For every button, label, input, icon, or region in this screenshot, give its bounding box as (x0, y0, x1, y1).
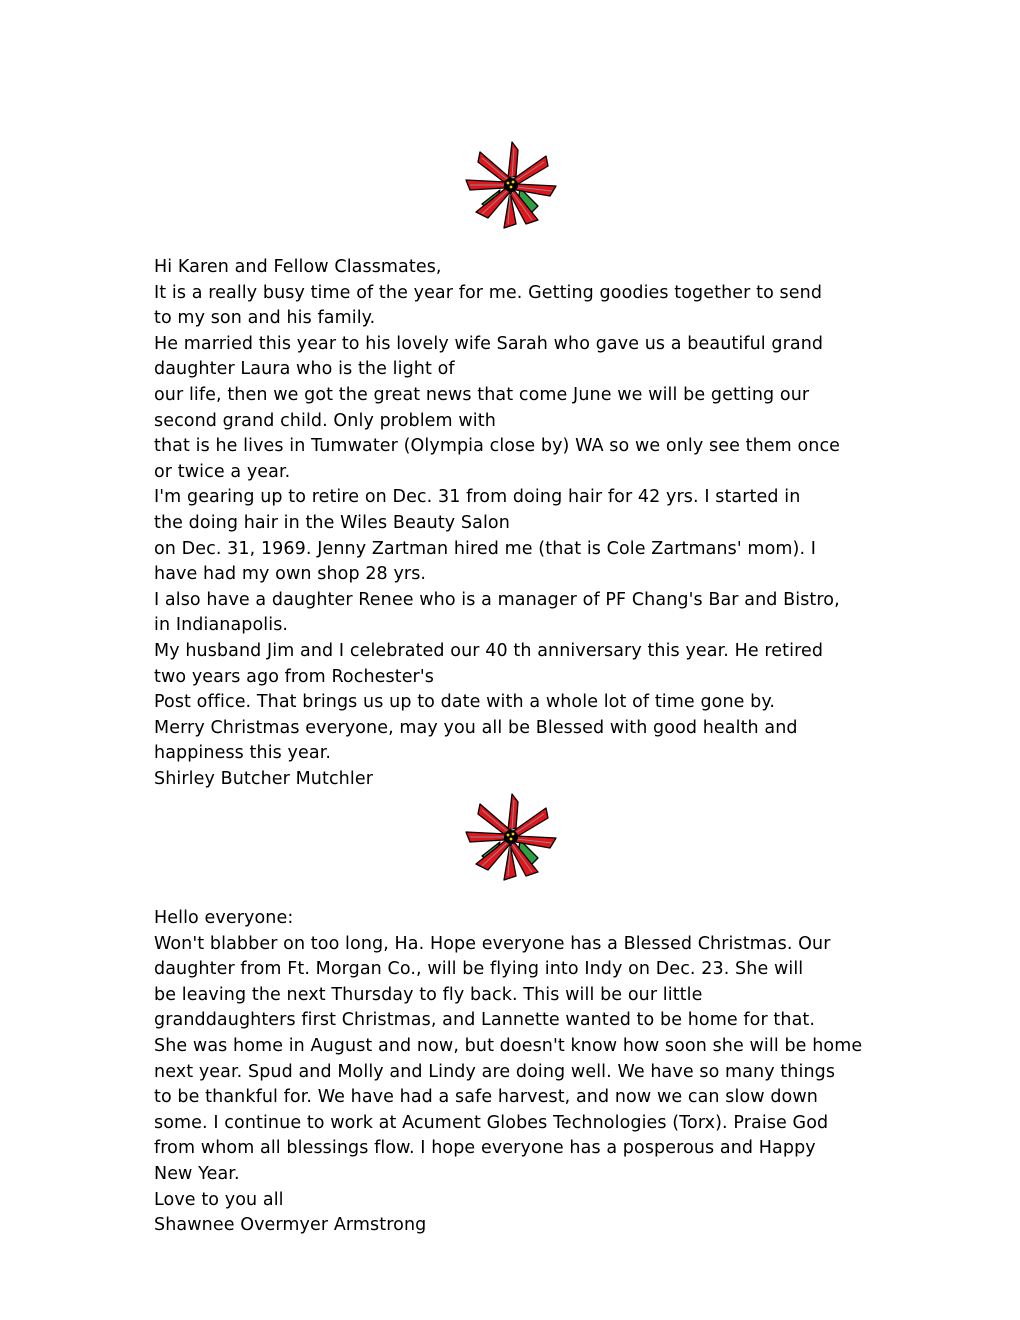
signature: Shirley Butcher Mutchler (154, 768, 373, 789)
body-line: have had my own shop 28 yrs. (154, 564, 427, 585)
body-line: that is he lives in Tumwater (Olympia close by) WA so we only see them once (154, 436, 841, 457)
body-line: She was home in August and now, but doesn't know how soon she will be home (154, 1035, 863, 1056)
body-line: granddaughters first Christmas, and Lannette wanted to be home for that. (154, 1010, 816, 1031)
body-line: He married this year to his lovely wife Sarah who gave us a beautiful grand (154, 333, 824, 354)
body-line: in Indianapolis. (154, 615, 289, 636)
body-line: I also have a daughter Renee who is a manager of PF Chang's Bar and Bistro, (154, 589, 840, 610)
letter-shawnee (154, 906, 874, 1239)
body-line: from whom all blessings flow. I hope everyone has a posperous and Happy (154, 1138, 816, 1159)
body-line: My husband Jim and I celebrated our 40 th anniversary this year. He retired (154, 640, 824, 661)
body-line: daughter Laura who is the light of (154, 359, 455, 380)
body-line: two years ago from Rochester's (154, 666, 434, 687)
poinsettia-icon (460, 790, 560, 882)
body-line: happiness this year. (154, 743, 332, 764)
body-line: the doing hair in the Wiles Beauty Salon (154, 512, 510, 533)
body-line: Won't blabber on too long, Ha. Hope everyone has a Blessed Christmas. Our (154, 933, 831, 954)
signature: Shawnee Overmyer Armstrong (154, 1215, 427, 1236)
greeting: Hello everyone: (154, 908, 294, 928)
body-line: next year. Spud and Molly and Lindy are doing well. We have so many things (154, 1061, 836, 1082)
closing: Love to you all (154, 1189, 284, 1210)
poinsettia-icon (460, 138, 560, 230)
body-line: on Dec. 31, 1969. Jenny Zartman hired me (that is Cole Zartmans' mom). I (154, 538, 817, 559)
body-line: be leaving the next Thursday to fly back. This will be our little (154, 984, 703, 1005)
body-line: New Year. (154, 1163, 240, 1184)
body-line: some. I continue to work at Acument Globes Technologies (Torx). Praise God (154, 1112, 829, 1133)
body-line: second grand child. Only problem with (154, 410, 496, 431)
body-line: or twice a year. (154, 461, 291, 482)
body-line: daughter from Ft. Morgan Co., will be flying into Indy on Dec. 23. She will (154, 959, 804, 980)
body-line: to be thankful for. We have had a safe harvest, and now we can slow down (154, 1087, 818, 1108)
body-line: I'm gearing up to retire on Dec. 31 from doing hair for 42 yrs. I started in (154, 487, 801, 508)
body-line: It is a really busy time of the year for me. Getting goodies together to send (154, 282, 823, 303)
letter-shirley (154, 255, 874, 792)
greeting: Hi Karen and Fellow Classmates, (154, 257, 442, 277)
body-line: Merry Christmas everyone, may you all be Blessed with good health and (154, 717, 798, 738)
body-line: to my son and his family. (154, 308, 376, 329)
body-line: Post office. That brings us up to date with a whole lot of time gone by. (154, 692, 776, 713)
body-line: our life, then we got the great news that come June we will be getting our (154, 384, 810, 405)
